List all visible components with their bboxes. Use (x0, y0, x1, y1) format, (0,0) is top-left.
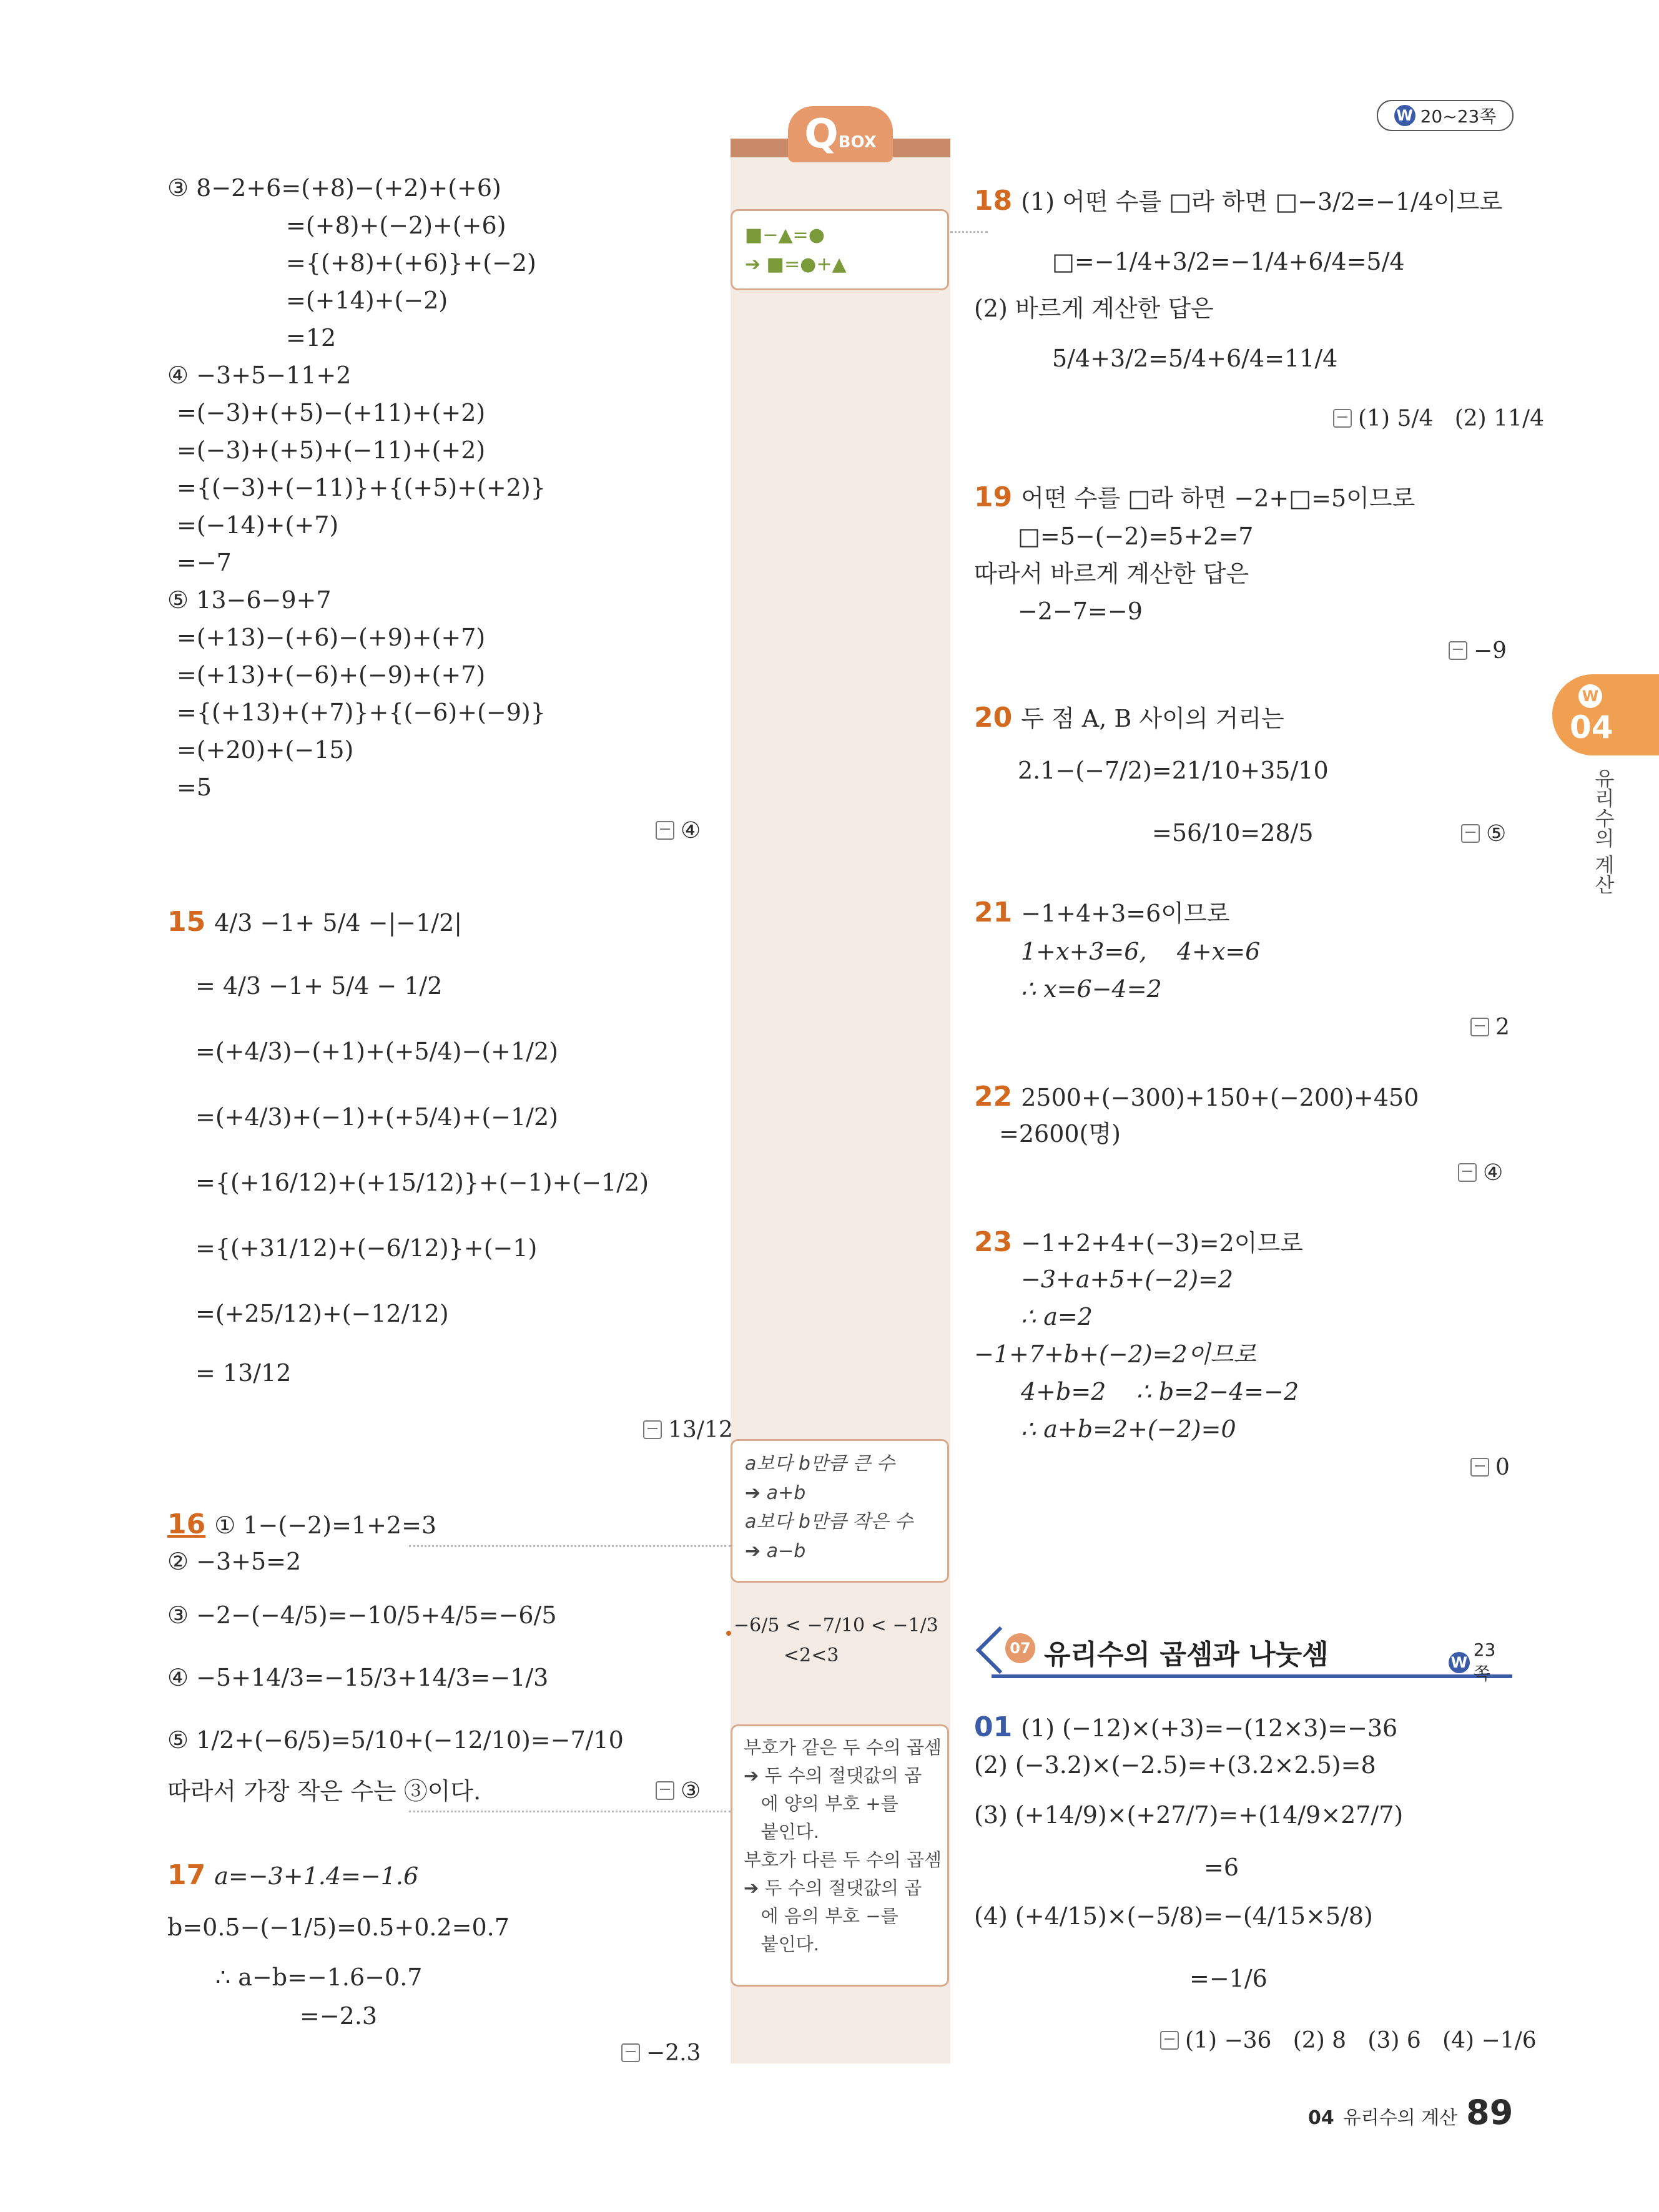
question-expression: 어떤 수를 □라 하면 −2+□=5이므로 (1021, 484, 1415, 512)
question-number: 19 (974, 481, 1013, 513)
answer-icon (1461, 824, 1480, 843)
answer-value: ④ (1483, 1160, 1504, 1186)
answer-value: −2.3 (646, 2040, 701, 2066)
answer-value: −9 (1474, 638, 1507, 664)
solution-line: (4) (+4/15)×(−5/8)=−(4/15×5/8) (974, 1902, 1373, 1930)
answer-16 (656, 1778, 701, 1804)
qbox-note-3 (734, 1611, 946, 1671)
qbox-note-line: a보다 b만큼 큰 수 (745, 1453, 895, 1475)
solution-line: =(+4/3)−(+1)+(+5/4)−(+1/2) (195, 1038, 558, 1065)
solution-line: (2) (−3.2)×(−2.5)=+(3.2×2.5)=8 (974, 1751, 1376, 1779)
question-expression: 4/3 −1+ 5/4 −|−1/2| (214, 909, 463, 936)
question-expression: 두 점 A, B 사이의 거리는 (1021, 705, 1284, 732)
solution-line: ={(+8)+(+6)}+(−2) (286, 249, 536, 277)
section-header (974, 1630, 1512, 1684)
answer-icon (643, 1420, 662, 1439)
solution-line: ⑤ 13−6−9+7 (167, 586, 332, 614)
question-expression: (1) 어떤 수를 □라 하면 □−3/2=−1/4이므로 (1021, 188, 1503, 215)
solution-line: ∴ x=6−4=2 (1021, 975, 1162, 1003)
question-expression: ① 1−(−2)=1+2=3 (214, 1512, 437, 1539)
question-expression: 2500+(−300)+150+(−200)+450 (1021, 1084, 1419, 1111)
solution-line: =(+13)+(−6)+(−9)+(+7) (177, 661, 486, 689)
solution-line (974, 481, 1415, 513)
solution-line: =−1/6 (1189, 1965, 1268, 1992)
section-title: 유리수의 곱셈과 나눗셈 (1044, 1639, 1329, 1671)
w-icon: W (1394, 105, 1415, 126)
answer-value: (1) 5/4 (2) 11/4 (1358, 406, 1544, 431)
answer-icon (621, 2043, 640, 2062)
solution-line: =2600(명) (999, 1120, 1121, 1148)
answer-value: 13/12 (668, 1417, 733, 1443)
chapter-number: 04 (1570, 709, 1613, 745)
solution-line: =−2.3 (300, 2002, 378, 2030)
solution-line: =(+20)+(−15) (177, 736, 354, 764)
w-icon: W (1578, 684, 1602, 708)
solution-line: =6 (1204, 1854, 1239, 1881)
solution-line (167, 1859, 419, 1891)
solution-line: −1+7+b+(−2)=2이므로 (974, 1340, 1256, 1368)
solution-line: ={(+31/12)+(−6/12)}+(−1) (195, 1234, 538, 1262)
solution-line: ② −3+5=2 (167, 1548, 302, 1575)
solution-line: ④ −5+14/3=−15/3+14/3=−1/3 (167, 1664, 549, 1691)
qbox-note-line: 붙인다. (744, 1821, 819, 1842)
answer-17 (621, 2040, 701, 2066)
qbox-note-line: ➔ 두 수의 절댓값의 곱 (744, 1764, 922, 1786)
qbox-logo-box: BOX (838, 133, 877, 152)
answer-22 (1458, 1160, 1503, 1186)
solution-line: b=0.5−(−1/5)=0.5+0.2=0.7 (167, 1914, 510, 1941)
solution-line: = 13/12 (195, 1359, 292, 1387)
footer-title: 유리수의 계산 (1342, 2107, 1458, 2129)
qbox-logo-q: Q (804, 111, 839, 157)
solution-line: (3) (+14/9)×(+27/7)=+(14/9×27/7) (974, 1801, 1404, 1829)
solution-line: =−7 (177, 549, 232, 576)
solution-line: =5 (177, 774, 212, 801)
solution-line (167, 908, 462, 936)
answer-value: ③ (681, 1778, 701, 1804)
solution-line: 4+b=2 ∴ b=2−4=−2 (1021, 1378, 1299, 1405)
qbox-note-2 (731, 1439, 949, 1583)
question-number: 18 (974, 185, 1013, 217)
answer-icon (1470, 1018, 1489, 1036)
answer-value: 0 (1495, 1455, 1510, 1480)
page-reference-text: 20~23쪽 (1420, 106, 1497, 127)
section-underline (992, 1674, 1512, 1678)
solution-line: (2) 바르게 계산한 답은 (974, 295, 1214, 322)
question-number: 15 (167, 906, 206, 938)
solution-line: =(+13)−(+6)−(+9)+(+7) (177, 624, 486, 651)
qbox-note-4 (731, 1724, 949, 1987)
solution-line: ={(+13)+(+7)}+{(−6)+(−9)} (177, 699, 546, 726)
solution-line: ④ −3+5−11+2 (167, 361, 352, 389)
solution-line: −2−7=−9 (1018, 597, 1143, 625)
qbox-note-line: 에 양의 부호 +를 (744, 1792, 898, 1814)
solution-line: =(−14)+(+7) (177, 511, 339, 539)
connector-line (409, 1811, 731, 1812)
solution-line: ⑤ 1/2+(−6/5)=5/10+(−12/10)=−7/10 (167, 1726, 624, 1754)
solution-line: −3+a+5+(−2)=2 (1021, 1266, 1234, 1293)
section-ref-text: 23쪽 (1473, 1639, 1496, 1684)
solution-line: 1+x+3=6, 4+x=6 (1021, 938, 1261, 965)
bullet-dot (726, 1631, 731, 1636)
answer-15 (643, 1417, 733, 1443)
question-number: 23 (974, 1226, 1013, 1258)
solution-line (974, 1226, 1303, 1258)
solution-line (167, 1508, 437, 1540)
solution-line: =(+4/3)+(−1)+(+5/4)+(−1/2) (195, 1103, 558, 1131)
solution-line: =12 (286, 324, 337, 351)
answer-icon (1449, 641, 1467, 660)
question-number: 16 (167, 1508, 206, 1540)
solution-line: ∴ a+b=2+(−2)=0 (1021, 1415, 1236, 1443)
qbox-note-line: 부호가 다른 두 수의 곱셈 (744, 1849, 942, 1870)
answer-23 (1470, 1455, 1510, 1480)
qbox-note-1 (731, 209, 949, 290)
question-expression: (1) (−12)×(+3)=−(12×3)=−36 (1021, 1714, 1398, 1742)
solution-line: =56/10=28/5 (1152, 819, 1314, 847)
answer-value: 2 (1495, 1015, 1510, 1040)
answer-20 (1461, 821, 1506, 847)
qbox-note-line: −6/5 < −7/10 < −1/3 (734, 1615, 938, 1636)
answer-icon (656, 821, 674, 840)
qbox-note-line: ■−▲=● (745, 224, 825, 246)
page-number: 89 (1466, 2093, 1514, 2132)
solution-line: =(+25/12)+(−12/12) (195, 1300, 449, 1327)
solution-line (974, 1083, 1419, 1111)
question-number: 21 (974, 897, 1013, 928)
solution-line: =(+8)+(−2)+(+6) (286, 212, 506, 239)
qbox-note-line: 에 음의 부호 −를 (744, 1905, 898, 1927)
solution-line: 따라서 바르게 계산한 답은 (974, 560, 1249, 587)
qbox-note-line: 부호가 같은 두 수의 곱셈 (744, 1737, 942, 1758)
solution-line: ={(+16/12)+(+15/12)}+(−1)+(−1/2) (195, 1169, 649, 1196)
answer-14 (656, 818, 701, 843)
solution-line: =(−3)+(+5)+(−11)+(+2) (177, 436, 486, 464)
answer-icon (1160, 2031, 1179, 2050)
solution-line: □=5−(−2)=5+2=7 (1018, 523, 1254, 550)
answer-icon (1458, 1163, 1477, 1182)
solution-line (974, 899, 1229, 927)
solution-line: 5/4+3/2=5/4+6/4=11/4 (1052, 345, 1338, 372)
answer-value: ⑤ (1486, 821, 1507, 847)
qbox-note-line: ➔ a+b (745, 1482, 806, 1504)
connector-line (409, 1545, 731, 1547)
connector-line (950, 231, 988, 233)
solution-line (974, 704, 1284, 732)
solution-line: ={(−3)+(−11)}+{(+5)+(+2)} (177, 474, 546, 501)
solution-line: 2.1−(−7/2)=21/10+35/10 (1018, 757, 1329, 784)
qbox-note-line: 붙인다. (744, 1933, 819, 1955)
qbox-note-line: <2<3 (784, 1644, 839, 1666)
question-expression: −1+2+4+(−3)=2이므로 (1021, 1229, 1303, 1257)
answer-19 (1449, 638, 1507, 664)
question-number: 01 (974, 1711, 1013, 1743)
chapter-side-tab (1552, 674, 1659, 755)
solution-line (974, 1711, 1398, 1743)
answer-icon (1333, 409, 1352, 428)
solution-line: =(−3)+(+5)−(+11)+(+2) (177, 399, 486, 426)
chapter-side-label: 유리수의 계산 (1592, 768, 1615, 895)
answer-value: (1) −36 (2) 8 (3) 6 (4) −1/6 (1185, 2028, 1537, 2053)
w-icon: W (1449, 1652, 1470, 1673)
solution-line: ③ 8−2+6=(+8)−(+2)+(+6) (167, 174, 501, 202)
solution-line: = 4/3 −1+ 5/4 − 1/2 (195, 972, 443, 1000)
question-number: 17 (167, 1859, 206, 1891)
qbox-note-line: ➔ 두 수의 절댓값의 곱 (744, 1877, 922, 1899)
section-number-badge: 07 (1005, 1633, 1035, 1663)
answer-value: ④ (681, 818, 701, 843)
qbox-logo (788, 106, 893, 162)
question-expression: a=−3+1.4=−1.6 (214, 1862, 419, 1890)
solution-line (974, 187, 1502, 215)
answer-01 (1160, 2028, 1537, 2053)
footer-chapter: 04 (1308, 2107, 1334, 2129)
answer-icon (656, 1781, 674, 1800)
solution-line: ∴ a=2 (1021, 1303, 1093, 1330)
solution-line: =(+14)+(−2) (286, 287, 448, 314)
qbox-note-line: ➔ a−b (745, 1540, 806, 1562)
solution-line: ∴ a−b=−1.6−0.7 (215, 1964, 423, 1991)
answer-21 (1470, 1015, 1510, 1040)
qbox-note-line: ➔ ■=●+▲ (745, 253, 847, 275)
qbox-note-line: a보다 b만큼 작은 수 (745, 1511, 913, 1533)
answer-18 (1333, 406, 1544, 431)
page-footer (1308, 2093, 1513, 2132)
page-reference-badge (1377, 100, 1514, 131)
question-number: 20 (974, 702, 1013, 734)
question-expression: −1+4+3=6이므로 (1021, 900, 1230, 927)
question-number: 22 (974, 1081, 1013, 1113)
solution-line: 따라서 가장 작은 수는 ③이다. (167, 1777, 481, 1805)
answer-icon (1470, 1458, 1489, 1477)
section-ref (1449, 1639, 1512, 1685)
solution-line: ③ −2−(−4/5)=−10/5+4/5=−6/5 (167, 1601, 557, 1629)
solution-line: □=−1/4+3/2=−1/4+6/4=5/4 (1052, 248, 1405, 275)
